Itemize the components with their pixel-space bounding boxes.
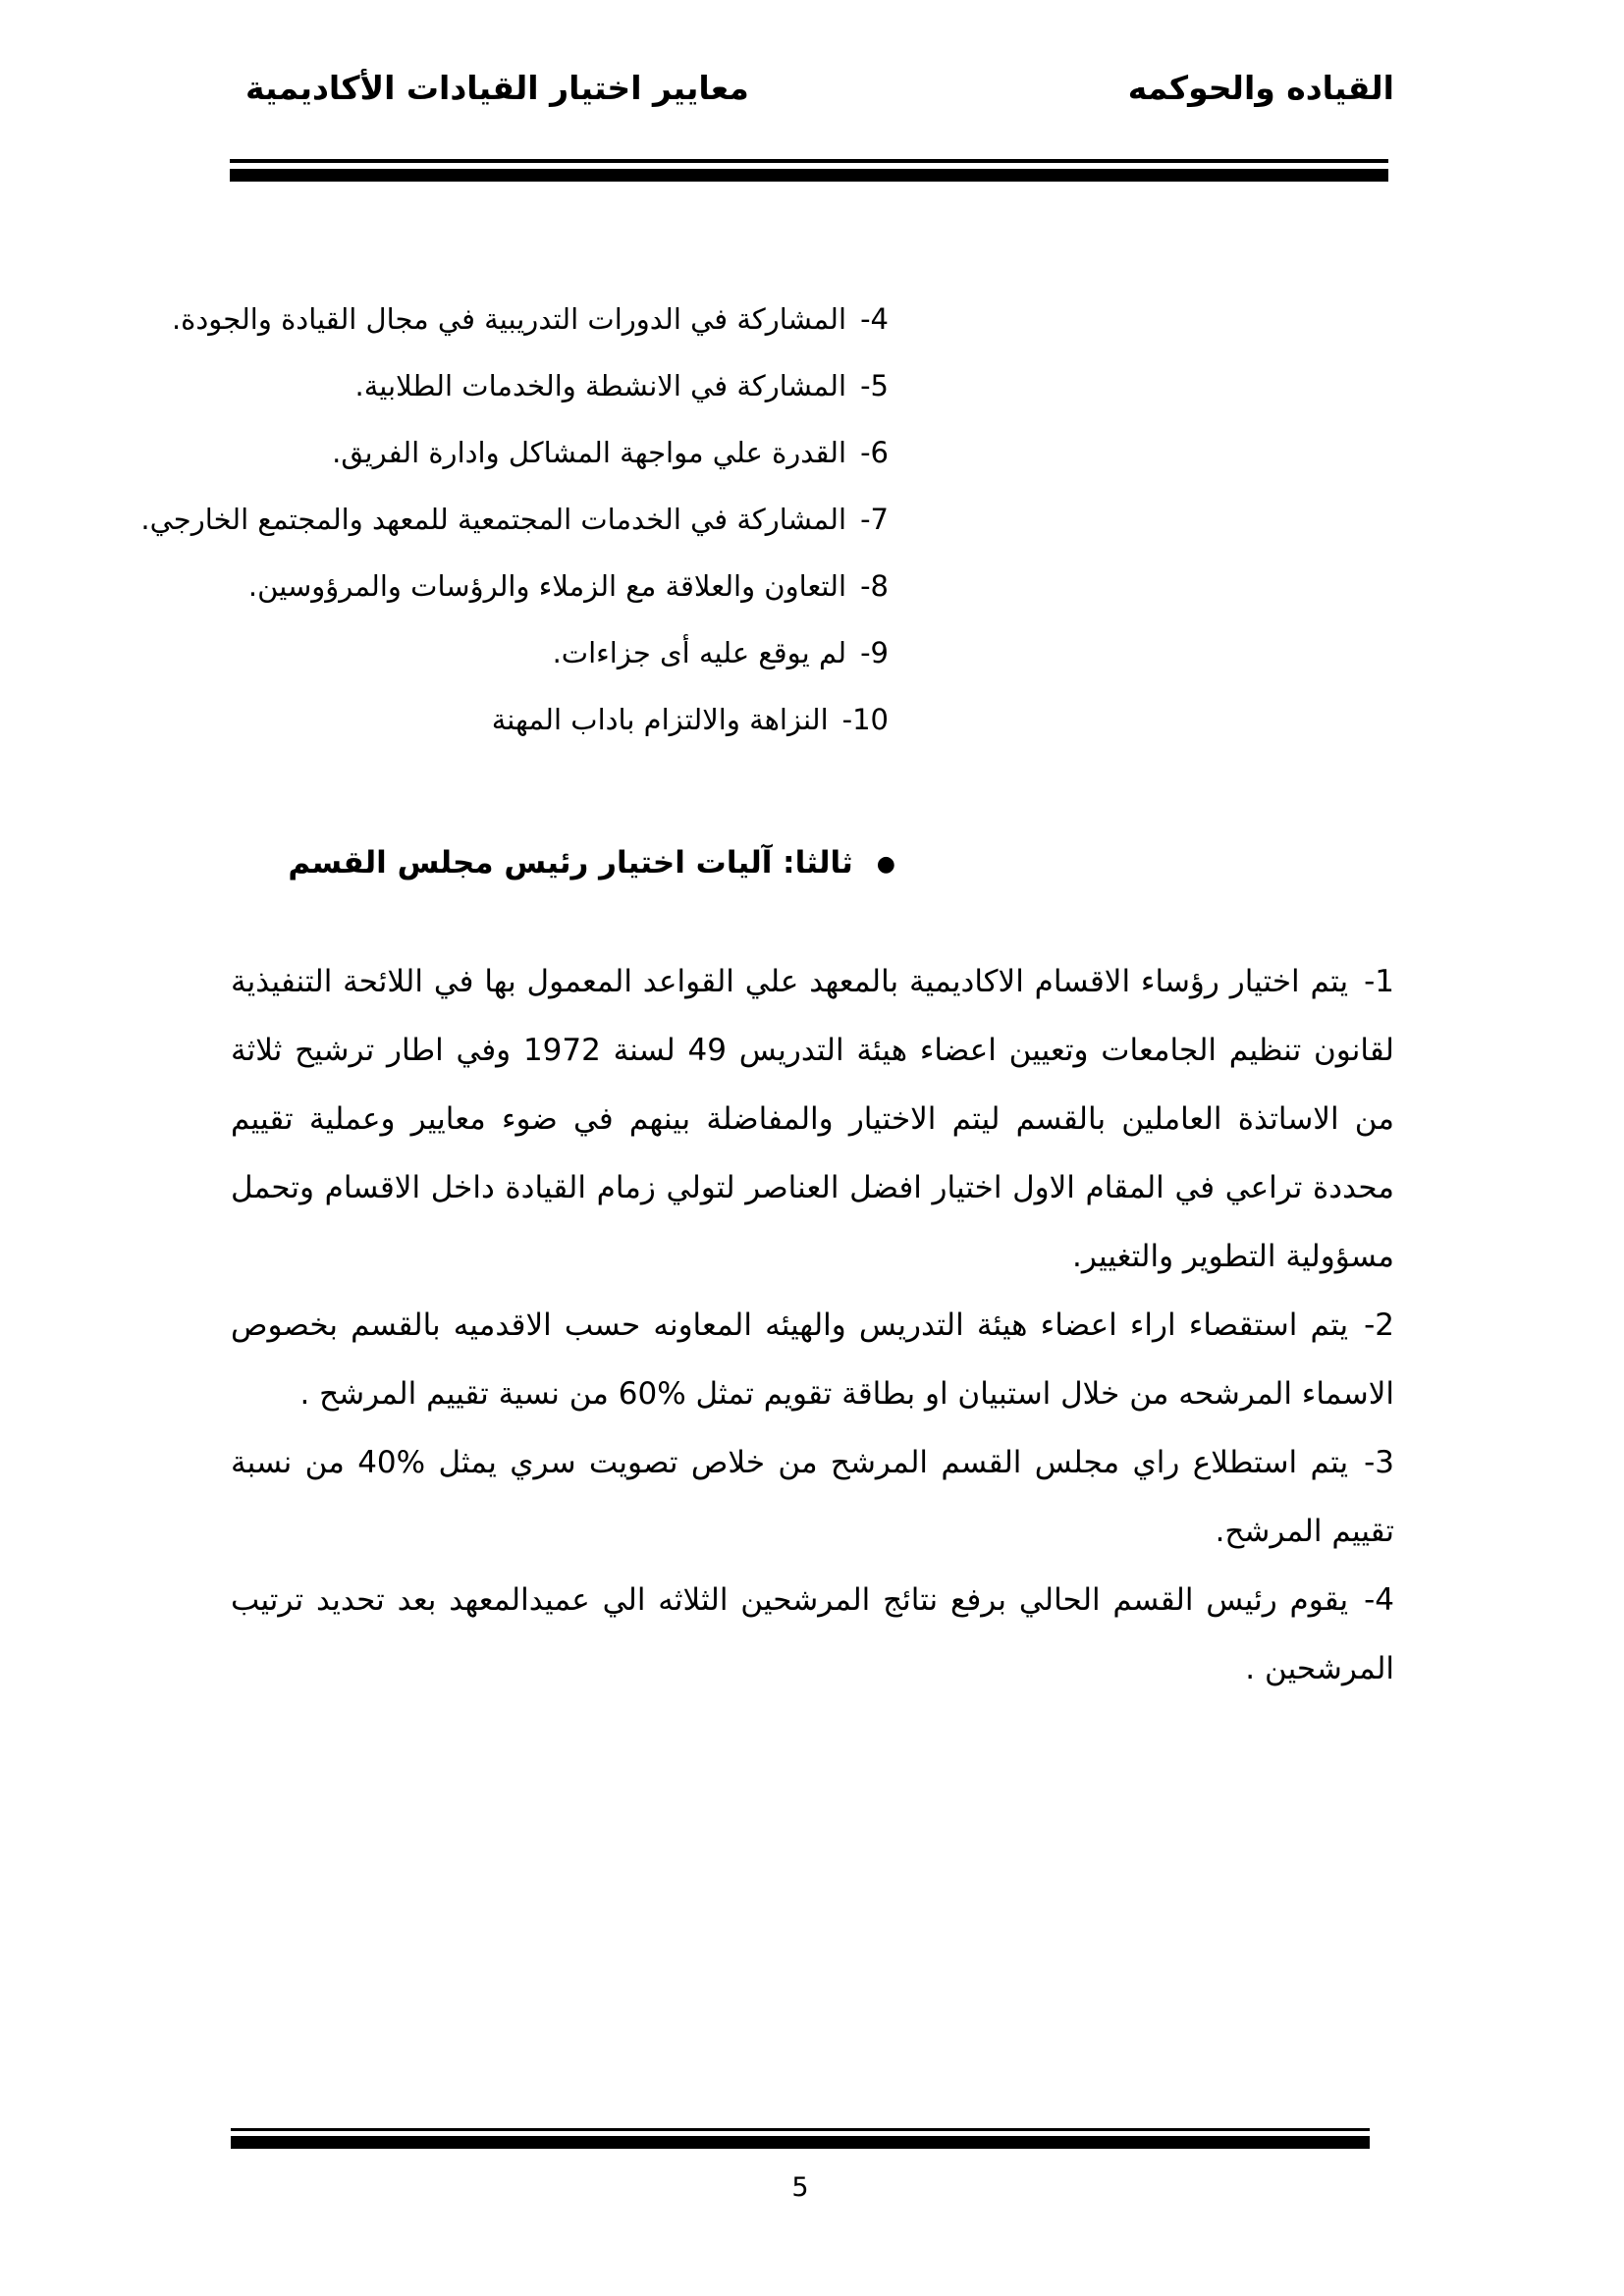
list-item-number: 8- [860,569,889,603]
list-item-number: 10- [841,703,889,736]
list-item-number: 4- [860,302,889,336]
list-item [0,419,889,486]
paragraph-number: 3- [1364,1444,1394,1480]
list-item-number: 7- [860,503,889,536]
list-item-text: القدرة علي مواجهة المشاكل وادارة الفريق. [332,436,847,469]
list-item-number: 6- [860,436,889,469]
list-item-text: المشاركة في الدورات التدريبية في مجال القيادة والجودة. [171,302,847,336]
paragraph-text: يقوم رئيس القسم الحالي برفع نتائج المرشحين الثلاثه الي عميدالمعهد بعد تحديد ترتيب المرشحين . [231,1581,1394,1686]
header-title-left: معايير اختيار القيادات الأكاديمية [245,69,749,107]
list-item-text: المشاركة في الخدمات المجتمعية للمعهد والمجتمع الخارجي. [140,503,847,536]
paragraph-number: 4- [1364,1581,1394,1618]
bullet-icon: ● [876,851,895,877]
paragraph-number: 2- [1364,1307,1394,1343]
list-item [0,553,889,619]
list-item-text: التعاون والعلاقة مع الزملاء والرؤسات والمرؤوسين. [247,569,847,603]
paragraph-text: يتم اختيار رؤساء الاقسام الاكاديمية بالمعهد علي القواعد المعمول بها في اللائحة التنفيذية لقانون تنظيم الجامعات وتعيين اعضاء هيئة التدريس 49 لسنة 1972 وفي اطار ترشيح ثلاثة من الاساتذة العاملين بالقسم ليتم الاختيار والمفاضلة بينهم في ضوء معايير وعملية تقييم محددة تراعي في المقام الاول اختيار افضل العناصر لتولي زمام القيادة داخل الاقسام وتحمل مسؤولية التطوير والتغيير. [231,963,1394,1274]
page-number: 5 [791,2172,809,2203]
page-header [0,0,1624,112]
paragraph [231,1566,1394,1703]
list-item-number: 9- [860,636,889,669]
list-item [0,686,889,753]
header-divider-thick-line [230,169,1388,182]
list-item-number: 5- [860,369,889,402]
list-item-text: المشاركة في الانشطة والخدمات الطلابية. [354,369,847,402]
mechanisms-paragraphs [231,947,1394,1703]
paragraph-text: يتم استطلاع راي مجلس القسم المرشح من خلاص تصويت سري يمثل %40 من نسبة تقييم المرشح. [231,1444,1394,1549]
paragraph-number: 1- [1364,963,1394,999]
section-heading [0,839,895,888]
list-item [0,352,889,419]
list-item-text: النزاهة والالتزام باداب المهنة [491,703,829,736]
list-item [0,619,889,686]
page-footer [231,2128,1370,2203]
paragraph [231,947,1394,1291]
list-item [0,486,889,553]
paragraph [231,1291,1394,1428]
paragraph-text: يتم استقصاء اراء اعضاء هيئة التدريس والهيئه المعاونه حسب الاقدميه بالقسم بخصوص الاسماء المرشحه من خلال استبيان او بطاقة تقويم تمثل %60 من نسية تقييم المرشح . [231,1307,1394,1412]
criteria-list [0,286,889,753]
list-item [0,286,889,352]
header-divider [230,159,1388,182]
list-item-text: لم يوقع عليه أى جزاءات. [552,636,847,669]
paragraph [231,1428,1394,1566]
header-title-right: القياده والحوكمه [1127,69,1394,107]
section-heading-text: ثالثا: آليات اختيار رئيس مجلس القسم [288,845,853,881]
footer-divider-thick-line [231,2136,1370,2149]
